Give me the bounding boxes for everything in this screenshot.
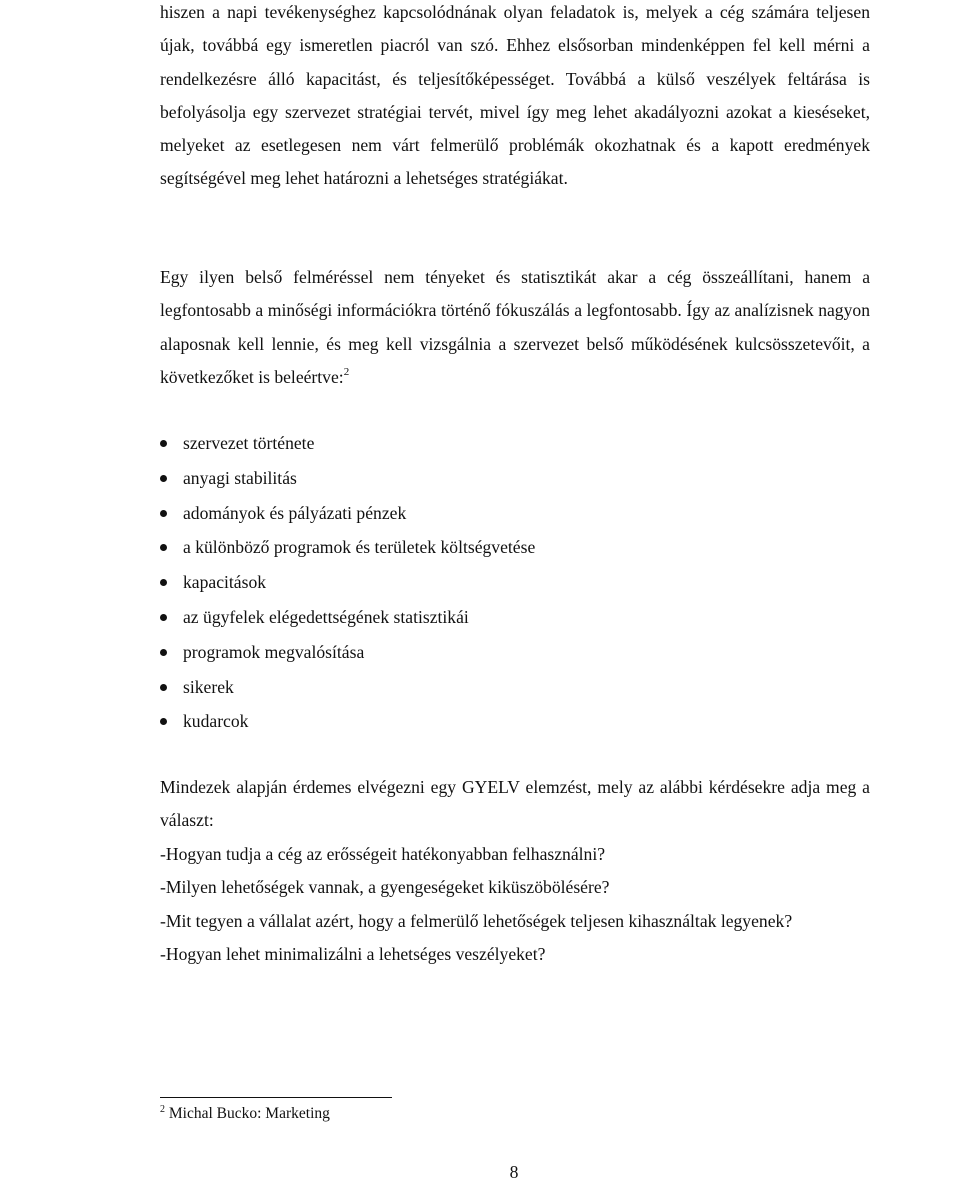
bullet-icon: [160, 544, 167, 551]
list-item: sikerek: [160, 670, 535, 705]
list-item: programok megvalósítása: [160, 635, 535, 670]
list-item: kudarcok: [160, 704, 535, 739]
list-item: kapacitások: [160, 565, 535, 600]
footnote-reference[interactable]: 2: [343, 365, 350, 378]
paragraph-swot-intro: Mindezek alapján érdemes elvégezni egy GYELV elemzést, mely az alábbi kérdésekre adja meg a választ:: [160, 777, 870, 831]
page-number: 8: [509, 1162, 519, 1182]
list-item: adományok és pályázati pénzek: [160, 496, 535, 531]
bullet-icon: [160, 475, 167, 482]
footnote-number: 2: [160, 1104, 165, 1115]
list-item: szervezet története: [160, 426, 535, 461]
question-line: -Hogyan tudja a cég az erősségeit hatékonyabban felhasználni?: [160, 844, 606, 864]
bullet-icon: [160, 440, 167, 447]
bullet-icon: [160, 649, 167, 656]
questions-list: [160, 838, 870, 971]
bullet-icon: [160, 684, 167, 691]
paragraph-internal-analysis-text: Egy ilyen belső felméréssel nem tényeket és statisztikát akar a cég összeállítani, hanem a legfontosabb a minőségi információkra történő fókuszálás a legfontosabb. Így az analízisnek nagyon alaposnak kell lennie, és meg kell vizsgálnia a szervezet belső működésének kulcsösszetevőit, a következőket is beleértve:: [160, 267, 870, 387]
paragraph-internal-analysis: [160, 261, 870, 397]
question-line: -Mit tegyen a vállalat azért, hogy a felmerülő lehetőségek teljesen kihasználtak legyenek?: [160, 910, 793, 931]
list-item: az ügyfelek elégedettségének statisztikái: [160, 600, 535, 635]
footnote-divider: [160, 1097, 392, 1098]
footnote-text: Michal Bucko: Marketing: [165, 1105, 330, 1122]
bullet-icon: [160, 510, 167, 517]
paragraph-intro: hiszen a napi tevékenységhez kapcsolódnának olyan feladatok is, melyek a cég számára teljesen újak, továbbá egy ismeretlen piacról van szó. Ehhez elsősorban mindenképpen fel kell mérni a rendelkezésre álló kapacitást, és teljesítőképességet. Továbbá a külső veszélyek feltárása is befolyásolja egy szervezet stratégiai tervét, mivel így meg lehet akadályozni azokat a kieséseket, melyeket az esetlegesen nem várt felmerülő problémák okozhatnak és a kapott eredmények segítségével meg lehet határozni a lehetséges stratégiákat.: [160, 2, 870, 189]
list-item: anyagi stabilitás: [160, 461, 535, 496]
bullet-icon: [160, 614, 167, 621]
question-line: -Milyen lehetőségek vannak, a gyengeségeket kiküszöbölésére?: [160, 877, 610, 898]
bullet-icon: [160, 718, 167, 725]
footnote: [160, 1104, 330, 1126]
list-item: a különböző programok és területek költségvetése: [160, 530, 535, 565]
question-line: -Hogyan lehet minimalizálni a lehetséges veszélyeket?: [160, 943, 546, 964]
bullet-icon: [160, 579, 167, 586]
components-list: [160, 426, 535, 739]
